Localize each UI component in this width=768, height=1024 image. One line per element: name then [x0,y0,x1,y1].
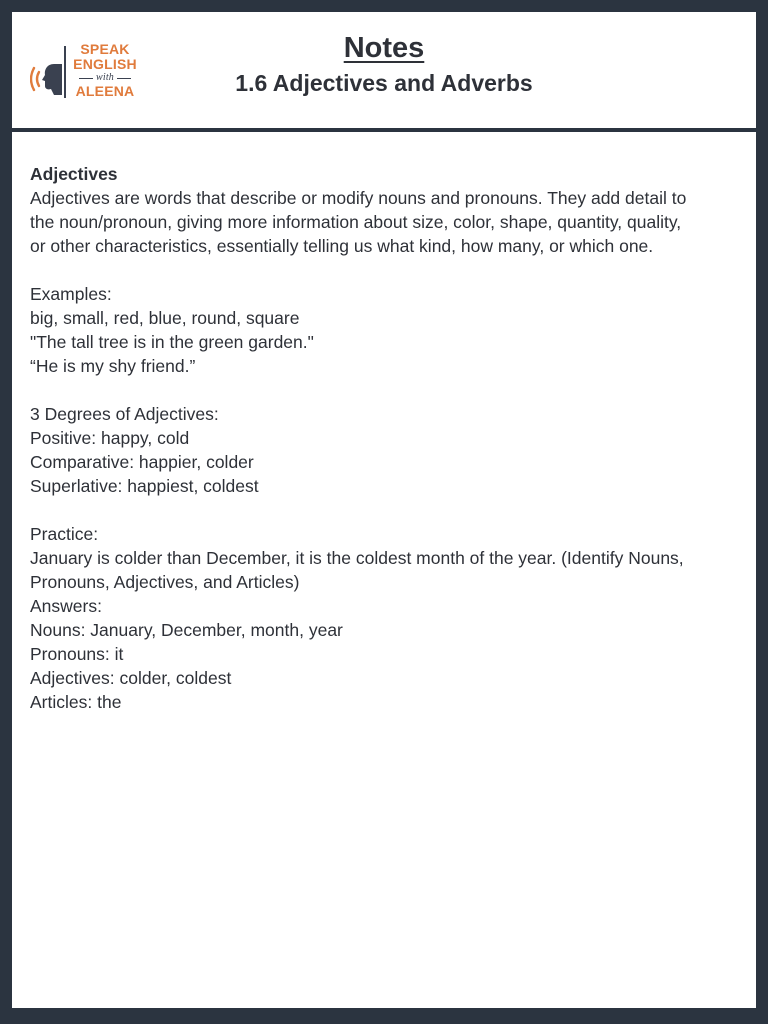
logo-line-aleena: ALEENA [75,83,135,99]
example-line: "The tall tree is in the green garden." [30,332,314,352]
practice-line: January is colder than December, it is the coldest month of the year. (Identify Nouns, [30,548,684,568]
definition-line: Adjectives are words that describe or modify nouns and pronouns. They add detail to [30,188,687,208]
definition-line: the noun/pronoun, giving more information about size, color, shape, quantity, quality, [30,212,682,232]
degrees-label: 3 Degrees of Adjectives: [30,404,219,424]
example-line: “He is my shy friend.” [30,356,196,376]
definition-line: or other characteristics, essentially telling us what kind, how many, or which one. [30,236,654,256]
notes-page [12,12,756,1008]
page-header [12,12,756,128]
degree-line: Positive: happy, cold [30,428,190,448]
page-title: Notes [343,32,425,64]
practice-line: Pronouns, Adjectives, and Articles) [30,572,300,592]
degree-line: Superlative: happiest, coldest [30,476,259,496]
examples-label: Examples: [30,284,112,304]
header-divider [12,128,756,132]
answer-line: Nouns: January, December, month, year [30,620,343,640]
answer-line: Articles: the [30,692,122,712]
answers-label: Answers: [30,596,102,616]
logo-with-text: with [95,72,115,83]
logo-line-speak: SPEAK [80,41,130,57]
page-subtitle: 1.6 Adjectives and Adverbs [235,70,533,96]
practice-label: Practice: [30,524,99,544]
section-heading: Adjectives [30,164,118,184]
example-line: big, small, red, blue, round, square [30,308,300,328]
answer-line: Adjectives: colder, coldest [30,668,232,688]
logo-line-english: ENGLISH [73,56,137,72]
notes-body [30,162,740,714]
answer-line: Pronouns: it [30,644,124,664]
degree-line: Comparative: happier, colder [30,452,254,472]
